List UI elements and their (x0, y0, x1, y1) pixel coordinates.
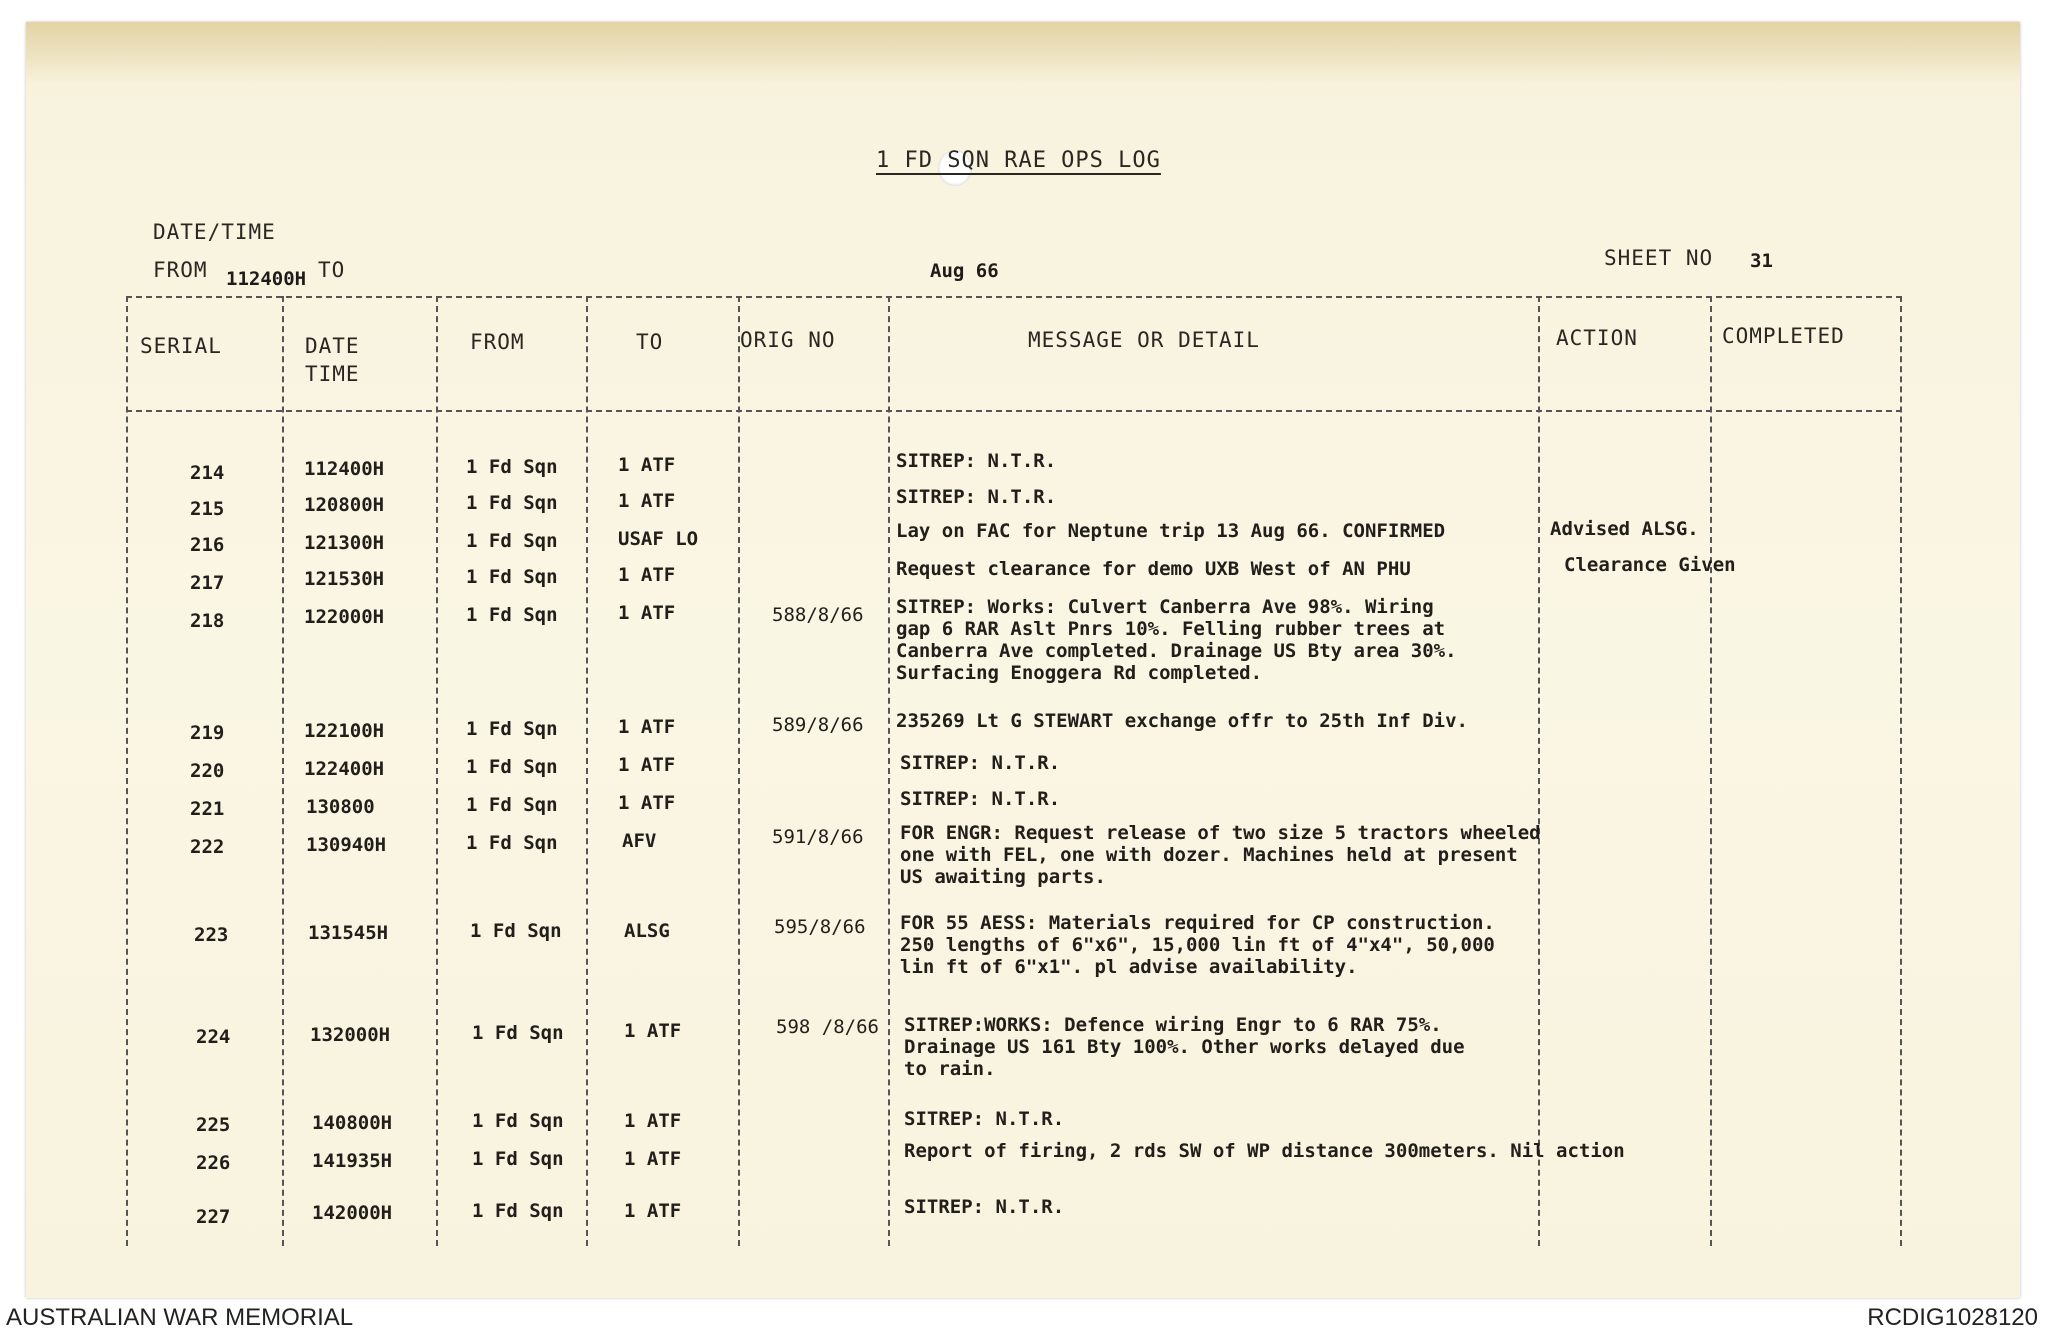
sheet-number: 31 (1750, 250, 1773, 272)
row-dtg: 112400H (304, 458, 385, 480)
row-dtg: 132000H (310, 1024, 391, 1046)
row-to: 1 ATF (624, 1148, 682, 1170)
row-orig-no: 589/8/66 (772, 714, 864, 736)
row-orig-no: 591/8/66 (772, 826, 864, 848)
from-label: FROM (153, 258, 208, 282)
row-from: 1 Fd Sqn (466, 530, 558, 552)
column-rule (738, 296, 740, 1246)
header-action: ACTION (1556, 326, 1638, 350)
table-header-rule (126, 410, 1902, 412)
row-action: Clearance Given (1564, 554, 1736, 576)
row-serial: 221 (190, 798, 225, 820)
paper-aged-edge (26, 22, 2020, 82)
row-from: 1 Fd Sqn (466, 794, 558, 816)
header-to: TO (636, 330, 664, 354)
row-serial: 218 (190, 610, 225, 632)
column-rule (282, 296, 284, 1246)
row-dtg: 140800H (312, 1112, 393, 1134)
row-dtg: 120800H (304, 494, 385, 516)
row-serial: 225 (196, 1114, 231, 1136)
column-rule (888, 296, 890, 1246)
row-orig-no: 598 /8/66 (776, 1016, 879, 1038)
row-dtg: 122400H (304, 758, 385, 780)
row-dtg: 130800 (306, 796, 375, 818)
row-dtg: 121300H (304, 532, 385, 554)
column-rule (1900, 296, 1902, 1246)
row-message: FOR 55 AESS: Materials required for CP construction. 250 lengths of 6"x6", 15,000 lin ft of 4"x4", 50,000 lin ft of 6"x1". pl advise availability. (900, 912, 1495, 978)
row-message: SITREP: N.T.R. (900, 788, 1061, 810)
row-message: SITREP: Works: Culvert Canberra Ave 98%. Wiring gap 6 RAR Aslt Pnrs 10%. Felling rubber trees at Canberra Ave completed. Drainage US Bty area 30%. Surfacing Enoggera Rd completed. (896, 596, 1457, 684)
row-to: 1 ATF (618, 754, 676, 776)
row-orig-no: 588/8/66 (772, 604, 864, 626)
row-to: 1 ATF (624, 1200, 682, 1222)
record-identifier: RCDIG1028120 (1867, 1304, 2038, 1331)
row-message: SITREP: N.T.R. (896, 486, 1057, 508)
row-message: Lay on FAC for Neptune trip 13 Aug 66. CONFIRMED (896, 520, 1446, 542)
to-label: TO (318, 258, 346, 282)
row-message: FOR ENGR: Request release of two size 5 tractors wheeled one with FEL, one with dozer. Machines held at present US awaiting parts. (900, 822, 1541, 888)
row-dtg: 131545H (308, 922, 389, 944)
row-message: SITREP: N.T.R. (904, 1108, 1065, 1130)
row-to: 1 ATF (618, 792, 676, 814)
row-serial: 222 (190, 836, 225, 858)
row-dtg: 122100H (304, 720, 385, 742)
row-message: 235269 Lt G STEWART exchange offr to 25th Inf Div. (896, 710, 1468, 732)
row-serial: 220 (190, 760, 225, 782)
row-to: 1 ATF (618, 454, 676, 476)
row-serial: 224 (196, 1026, 231, 1048)
row-from: 1 Fd Sqn (466, 832, 558, 854)
row-serial: 223 (194, 924, 229, 946)
row-to: 1 ATF (618, 716, 676, 738)
row-dtg: 141935H (312, 1150, 393, 1172)
row-message: SITREP: N.T.R. (900, 752, 1061, 774)
row-message: SITREP: N.T.R. (904, 1196, 1065, 1218)
column-rule (1710, 296, 1712, 1246)
header-date-time: DATE TIME (305, 334, 360, 386)
row-serial: 226 (196, 1152, 231, 1174)
row-message: Request clearance for demo UXB West of AN PHU (896, 558, 1411, 580)
row-serial: 217 (190, 572, 225, 594)
row-from: 1 Fd Sqn (472, 1148, 564, 1170)
row-serial: 216 (190, 534, 225, 556)
date-time-label: DATE/TIME (153, 220, 276, 244)
row-dtg: 122000H (304, 606, 385, 628)
from-value: 112400H (226, 268, 307, 290)
row-from: 1 Fd Sqn (472, 1110, 564, 1132)
header-from: FROM (470, 330, 525, 354)
column-rule (436, 296, 438, 1246)
row-from: 1 Fd Sqn (466, 456, 558, 478)
row-message: Report of firing, 2 rds SW of WP distance 300meters. Nil action (904, 1140, 1625, 1162)
sheet-label: SHEET NO (1604, 246, 1714, 270)
row-serial: 214 (190, 462, 225, 484)
archive-credit: AUSTRALIAN WAR MEMORIAL (6, 1304, 354, 1331)
column-rule (126, 296, 128, 1246)
row-from: 1 Fd Sqn (472, 1200, 564, 1222)
column-rule (586, 296, 588, 1246)
row-from: 1 Fd Sqn (466, 566, 558, 588)
month-value: Aug 66 (930, 260, 999, 282)
row-serial: 227 (196, 1206, 231, 1228)
row-to: 1 ATF (618, 490, 676, 512)
header-message: MESSAGE OR DETAIL (1028, 328, 1260, 352)
row-to: AFV (622, 830, 657, 852)
row-from: 1 Fd Sqn (466, 604, 558, 626)
row-orig-no: 595/8/66 (774, 916, 866, 938)
header-completed: COMPLETED (1722, 324, 1845, 348)
row-to: USAF LO (618, 528, 699, 550)
header-serial: SERIAL (140, 334, 222, 358)
row-message: SITREP: N.T.R. (896, 450, 1057, 472)
row-dtg: 130940H (306, 834, 387, 856)
row-serial: 219 (190, 722, 225, 744)
row-serial: 215 (190, 498, 225, 520)
row-to: ALSG (624, 920, 670, 942)
table-top-rule (126, 296, 1902, 298)
row-to: 1 ATF (618, 564, 676, 586)
row-to: 1 ATF (618, 602, 676, 624)
document-title: 1 FD SQN RAE OPS LOG (876, 148, 1161, 173)
row-from: 1 Fd Sqn (466, 718, 558, 740)
row-to: 1 ATF (624, 1020, 682, 1042)
row-from: 1 Fd Sqn (466, 756, 558, 778)
row-action: Advised ALSG. (1550, 518, 1699, 540)
row-from: 1 Fd Sqn (470, 920, 562, 942)
row-from: 1 Fd Sqn (472, 1022, 564, 1044)
row-dtg: 142000H (312, 1202, 393, 1224)
header-orig-no: ORIG NO (740, 328, 836, 352)
row-to: 1 ATF (624, 1110, 682, 1132)
row-message: SITREP:WORKS: Defence wiring Engr to 6 RAR 75%. Drainage US 161 Bty 100%. Other works delayed due to rain. (904, 1014, 1465, 1080)
row-dtg: 121530H (304, 568, 385, 590)
row-from: 1 Fd Sqn (466, 492, 558, 514)
